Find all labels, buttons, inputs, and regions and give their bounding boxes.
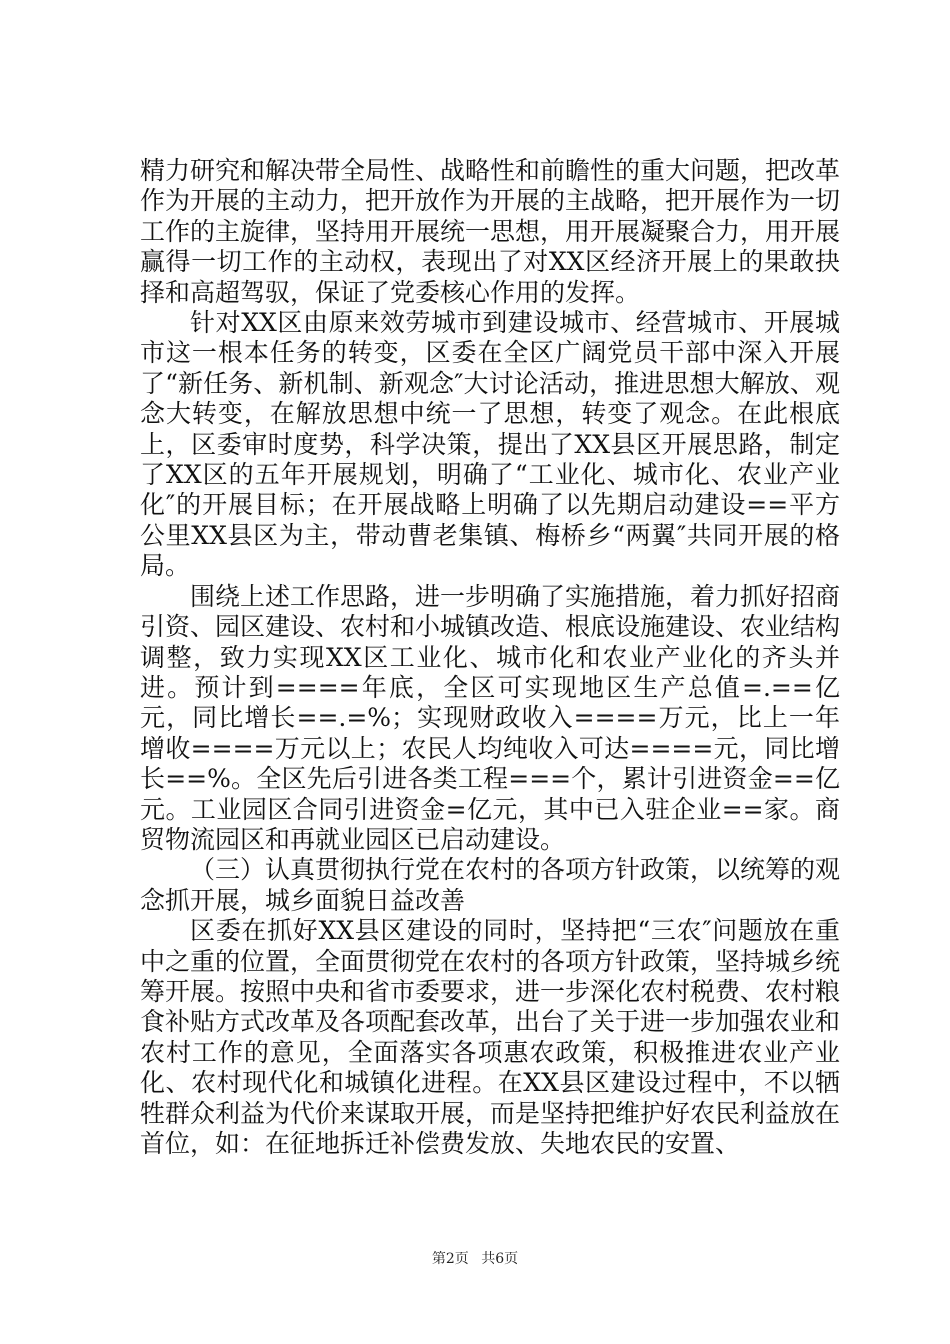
page-number: 第2页 — [431, 1251, 469, 1267]
page-footer — [0, 1248, 950, 1268]
paragraph-continuation: 精力研究和解决带全局性、战略性和前瞻性的重大问题，把改革作为开展的主动力，把开放作为开展的主战略，把开展作为一切工作的主旋律，坚持用开展统一思想，用开展凝聚合力，用开展赢得一切工作的主动权，表现出了对XX区经济开展上的果敢抉择和高超驾驭，保证了党委核心作用的发挥。 — [140, 156, 841, 307]
paragraph-rural-development: 区委在抓好XX县区建设的同时，坚持把“三农″问题放在重中之重的位置，全面贯彻党在农村的各项方针政策，坚持城乡统筹开展。按照中央和省市委要求，进一步深化农村税费、农村粮食补贴方式改革及各项配套改革，出台了关于进一步加强农业和农村工作的意见，全面落实各项惠农政策，积极推进农业产业化、农村现代化和城镇化进程。在XX县区建设过程中，不以牺牲群众利益为代价来谋取开展，而是坚持把维护好农民利益放在首位，如：在征地拆迁补偿费发放、失地农民的安置、 — [140, 916, 841, 1158]
document-body — [140, 156, 840, 1159]
total-pages: 共6页 — [481, 1251, 519, 1267]
section-heading-rural-policy: （三）认真贯彻执行党在农村的各项方针政策，以统筹的观念抓开展，城乡面貌日益改善 — [140, 855, 841, 915]
paragraph-development-strategy: 针对XX区由原来效劳城市到建设城市、经营城市、开展城市这一根本任务的转变，区委在全区广阔党员干部中深入开展了“新任务、新机制、新观念″大讨论活动，推进思想大解放、观念大转变，在解放思想中统一了思想，转变了观念。在此根底上，区委审时度势，科学决策，提出了XX县区开展思路，制定了XX区的五年开展规划，明确了“工业化、城市化、农业产业化″的开展目标；在开展战略上明确了以先期启动建设==平方公里XX县区为主，带动曹老集镇、梅桥乡“两翼″共同开展的格局。 — [140, 308, 840, 581]
paragraph-implementation-measures: 围绕上述工作思路，进一步明确了实施措施，着力抓好招商引资、园区建设、农村和小城镇改造、根底设施建设、农业结构调整，致力实现XX区工业化、城市化和农业产业化的齐头并进。预计到====年底，全区可实现地区生产总值=.==亿元，同比增长==.=%；实现财政收入====万元，比上一年增收====万元以上；农民人均纯收入可达====元，同比增长==%。全区先后引进各类工程===个，累计引进资金==亿元。工业园区合同引进资金=亿元，其中已入驻企业==家。商贸物流园区和再就业园区已启动建设。 — [140, 581, 841, 854]
